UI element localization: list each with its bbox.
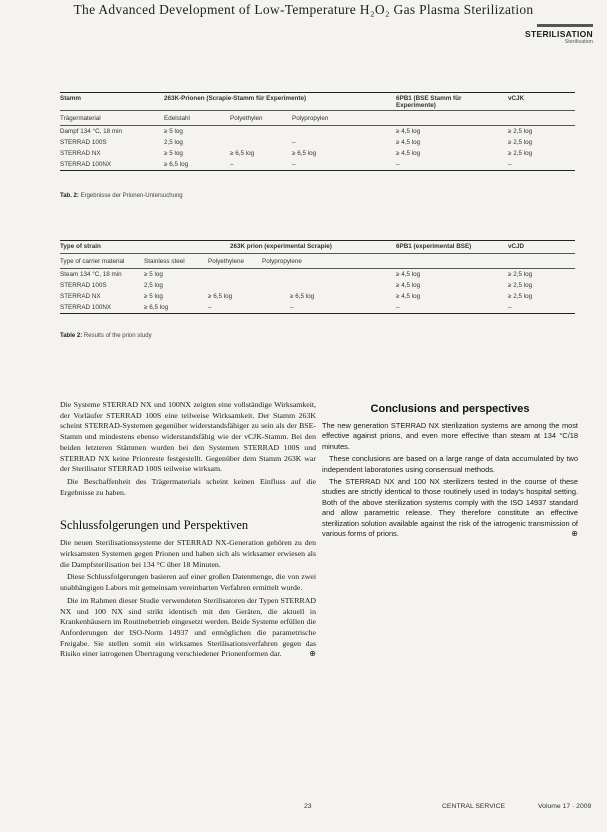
subheader-cell: Polyethylene [208, 258, 245, 265]
table-cell: ≥ 2,5 log [508, 282, 533, 289]
table-subheader-row [60, 111, 575, 125]
header-cell: Type of strain [60, 243, 101, 250]
table-cell: ≥ 6,5 log [230, 150, 255, 157]
table-cell: Dampf 134 °C, 18 min [60, 128, 123, 135]
header-cell: vCJD [508, 243, 525, 250]
table-cell: ≥ 2,5 log [508, 150, 533, 157]
table-cell: ≥ 4,5 log [396, 271, 421, 278]
german-heading: Schlussfolgerungen und Perspektiven [60, 518, 249, 533]
paragraph-text: Die im Rahmen dieser Studie verwendeten Sterilisatoren der Typen STERRAD NX und 100 NX sind strikt identisch mit den Geräten, die aktuell in Krankenhäusern im Routinebetrieb eingesetzt werden. Beide Systeme erfüllen die Anforderungen der ISO-Norm 14937 und ermöglichen die parametrische Freigabe. Sie stellen somit ein wirksames Sterilisationsverfahren gegen das Risiko einer iatrogenen Übertragung verschiedener Prionenformen dar. [60, 595, 316, 659]
table-cell: ≥ 2,5 log [508, 293, 533, 300]
table-cell: ≥ 6,5 log [292, 150, 317, 157]
table-cell: ≥ 2,5 log [508, 128, 533, 135]
table-cell: ≥ 6,5 log [208, 293, 233, 300]
table-cell: ≥ 4,5 log [396, 139, 421, 146]
subheader-cell: Polypropylen [292, 115, 329, 122]
page-number: 23 [304, 803, 312, 810]
table-cell: ≥ 5 log [144, 293, 163, 300]
table-row [60, 137, 575, 148]
journal-volume: Volume 17 · 2009 [538, 803, 592, 810]
table-cell: 2,5 log [164, 139, 183, 146]
table-row [60, 159, 575, 170]
table-cell: Steam 134 °C, 18 min [60, 271, 122, 278]
table-cell: 2,5 log [144, 282, 163, 289]
table-row [60, 126, 575, 137]
table-cell: ≥ 4,5 log [396, 293, 421, 300]
subheader-cell: Polypropylene [262, 258, 302, 265]
subheader-cell: Polyethylen [230, 115, 263, 122]
english-heading: Conclusions and perspectives [370, 403, 530, 415]
section-logo [525, 24, 593, 45]
table-cell: – [292, 161, 296, 168]
table-cell: – [292, 139, 296, 146]
table-cell: STERRAD 100S [60, 139, 107, 146]
table-cell: ≥ 4,5 log [396, 282, 421, 289]
english-column [322, 403, 578, 541]
subheader-cell: Stainless steel [144, 258, 185, 265]
header-cell: 263K prion (experimental Scrapie) [230, 243, 332, 250]
header-cell: 263K-Prionen (Scrapie-Stamm für Experimente) [164, 95, 307, 102]
table-cell: STERRAD 100NX [60, 161, 112, 168]
section-sub: Sterilisation [564, 39, 593, 45]
subheader-cell: Edelstahl [164, 115, 190, 122]
section-mark: STERILISATION [525, 29, 593, 39]
table-header-row [60, 241, 575, 253]
paragraph [60, 596, 316, 660]
table-cell: ≥ 6,5 log [290, 293, 315, 300]
table-german [60, 92, 575, 171]
table-caption-english [60, 333, 152, 339]
table-english [60, 240, 575, 314]
paragraph: These conclusions are based on a large range of data accumulated by two independent laboratories using consensual methods. [322, 454, 578, 474]
table-subheader-row [60, 254, 575, 268]
table-rule [60, 313, 575, 314]
subheader-cell: Trägermaterial [60, 115, 101, 122]
header-cell: vCJK [508, 95, 525, 102]
paragraph: The new generation STERRAD NX sterilization systems are among the most effective against prions, and even more effective than steam at 134 °C/18 minutes. [322, 421, 578, 451]
table-row [60, 291, 575, 302]
logo-bar [537, 24, 593, 27]
table-cell: ≥ 5 log [164, 150, 183, 157]
table-cell: ≥ 2,5 log [508, 271, 533, 278]
header-cell: 6PB1 (experimental BSE) [396, 243, 472, 250]
paragraph: Die neuen Sterilisationssysteme der STERRAD NX-Generation gehören zu den wirksamsten Systemen gegen Prionen und haben sich als wirksamer erwiesen als die Dampfsterilisation bei 134 °C über 18 Minuten. [60, 538, 316, 569]
end-mark-icon: ⊕ [309, 649, 316, 659]
journal-name: CENTRAL SERVICE [442, 803, 506, 810]
table-cell: ≥ 4,5 log [396, 150, 421, 157]
table-cell: STERRAD 100S [60, 282, 107, 289]
table-row [60, 148, 575, 159]
table-row [60, 269, 575, 280]
table-cell: – [230, 161, 234, 168]
table-cell: – [396, 161, 400, 168]
table-cell: – [508, 161, 512, 168]
paragraph: Diese Schlussfolgerungen basieren auf einer großen Datenmenge, die von zwei unabhängigen Labors mit gemeinsam vereinbarten Verfahren ermittelt wurde. [60, 572, 316, 593]
header-cell: Stamm [60, 95, 81, 102]
subheader-cell: Type of carrier material [60, 258, 125, 265]
german-column [60, 400, 316, 662]
end-mark-icon: ⊕ [571, 529, 578, 539]
table-cell: ≥ 6,5 log [164, 161, 189, 168]
table-cell: ≥ 4,5 log [396, 128, 421, 135]
table-cell: ≥ 2,5 log [508, 139, 533, 146]
table-row [60, 280, 575, 291]
running-title: The Advanced Development of Low-Temperature H₂O₂ Gas Plasma Sterilization [73, 2, 534, 17]
table-header-row [60, 93, 575, 110]
caption-label: Tab. 2: [60, 193, 79, 199]
table-caption-german [60, 193, 183, 199]
table-cell: ≥ 5 log [144, 271, 163, 278]
caption-label: Table 2: [60, 333, 83, 339]
table-cell: ≥ 5 log [164, 128, 183, 135]
table-rule [60, 170, 575, 171]
table-cell: STERRAD 100NX [60, 304, 112, 311]
paragraph: Die Systeme STERRAD NX und 100NX zeigten eine vollständige Wirksamkeit, der Vorläufer STERRAD 100S eine teilweise Wirksamkeit. Der Stamm 263K scheint STERRAD-Systemen gegenüber widerstandsfähiger zu sein als der BSE-Stamm und mindestens ebenso widerstandsfähig wie der vCJK-Stamm. Bei den beiden letzteren Stämmen wurden bei den Systemen STERRAD 100S und STERRAD NX keine Prionreste festgestellt. Gegenüber dem Stamm 263K war der Sterilisator STERRAD 100S teilweise wirksam. [60, 400, 316, 474]
table-cell: STERRAD NX [60, 293, 101, 300]
header-cell: 6PB1 (BSE Stamm für Experimente) [396, 95, 462, 109]
table-cell: ≥ 6,5 log [144, 304, 169, 311]
paragraph [322, 477, 578, 539]
caption-text: Ergebnisse der Prionen-Untersuchung [80, 193, 183, 199]
table-cell: – [508, 304, 512, 311]
paragraph-text: The STERRAD NX and 100 NX sterilizers tested in the course of these studies are strictly identical to those routinely used in today's hospital setting. Both of the above sterilization systems comply with the ISO 14937 standard and allow parametric release. They therefore constitute an effective sterilization solution available against the risk of the iatrogenic transmission of various forms of prions. [322, 477, 578, 539]
table-row [60, 302, 575, 313]
table-cell: STERRAD NX [60, 150, 101, 157]
paragraph: Die Beschaffenheit des Trägermaterials scheint keinen Einfluss auf die Ergebnisse zu haben. [60, 476, 316, 497]
table-cell: – [208, 304, 212, 311]
table-cell: – [396, 304, 400, 311]
caption-text: Results of the prion study [83, 333, 152, 339]
table-cell: – [290, 304, 294, 311]
